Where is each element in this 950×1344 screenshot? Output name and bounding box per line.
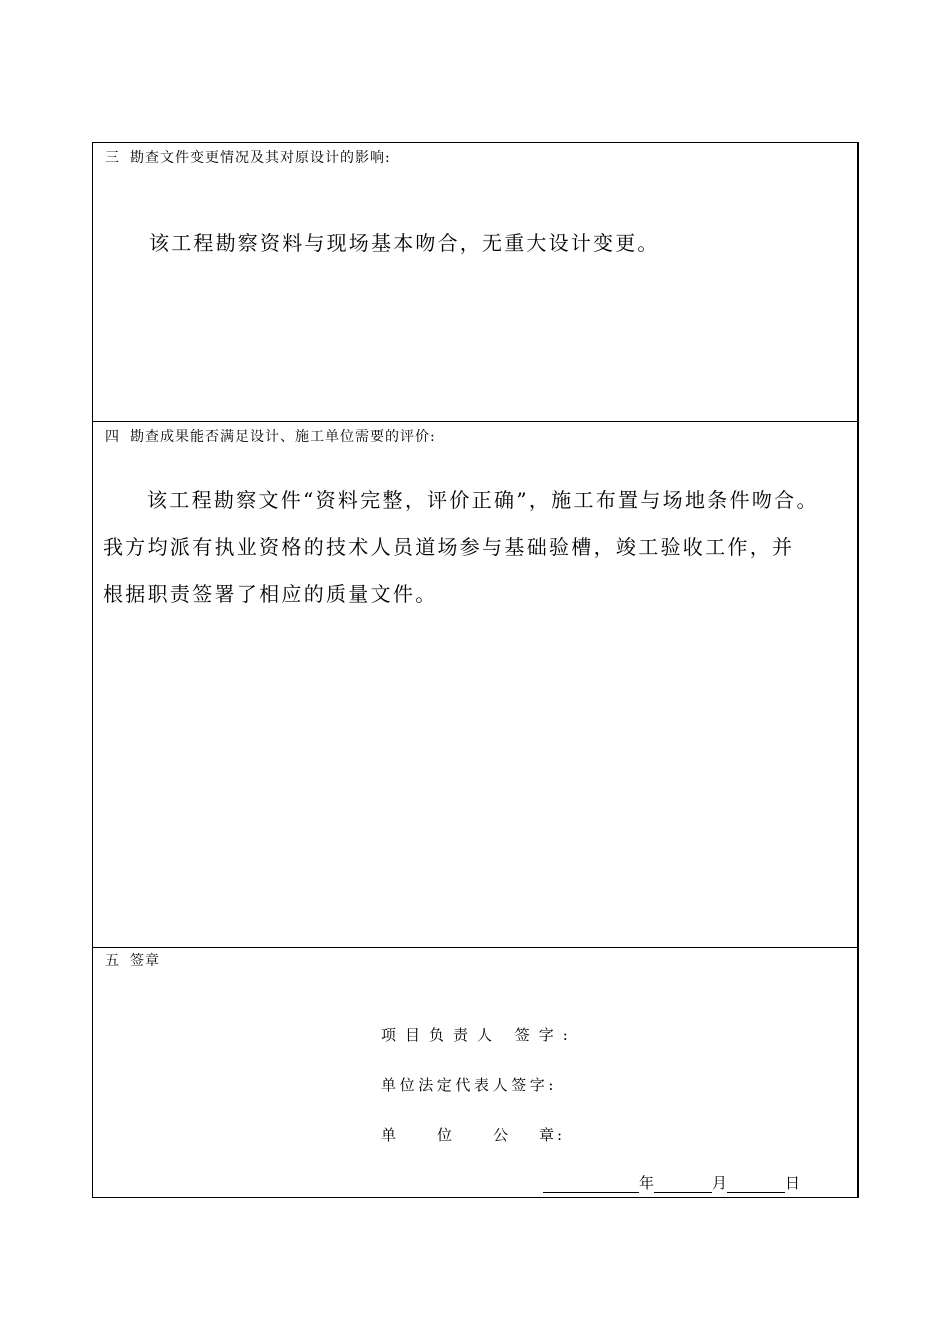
- seal-char-3: 公: [493, 1126, 512, 1144]
- section-four-body: [103, 477, 851, 618]
- section-four-title: 勘查成果能否满足设计、施工单位需要的评价:: [130, 429, 436, 445]
- month-label: 月: [712, 1174, 728, 1192]
- section-four-line-1: 该工程勘察文件“资料完整，评价正确”，施工布置与场地条件吻合。: [147, 488, 819, 512]
- legal-representative-signature-label: 单位法定代表人签字:: [381, 1076, 558, 1094]
- unit-seal-label: [381, 1124, 565, 1145]
- year-blank[interactable]: [543, 1176, 639, 1193]
- day-label: 日: [785, 1174, 801, 1192]
- section-four-line-2: 我方均派有执业资格的技术人员道场参与基础验槽，竣工验收工作，并: [103, 535, 795, 559]
- seal-char-4: 章:: [539, 1126, 566, 1144]
- year-label: 年: [639, 1174, 655, 1192]
- section-four-line-3: 根据职责签署了相应的质量文件。: [103, 582, 438, 606]
- month-blank[interactable]: [654, 1176, 712, 1193]
- seal-char-2: 位: [437, 1126, 456, 1144]
- section-three-body: 该工程勘察资料与现场基本吻合，无重大设计变更。: [149, 231, 660, 255]
- section-three: [93, 143, 857, 422]
- section-four-heading: [105, 426, 436, 446]
- project-leader-signature-label: 项目负责人 签字:: [381, 1026, 577, 1044]
- section-five-title: 签章: [130, 953, 160, 969]
- day-blank[interactable]: [727, 1176, 785, 1193]
- section-three-heading: [105, 147, 391, 167]
- section-three-number: 三: [105, 150, 120, 166]
- section-three-title: 勘查文件变更情况及其对原设计的影响:: [130, 150, 391, 166]
- section-five: [93, 948, 857, 1198]
- form-right-border: [858, 142, 859, 1198]
- section-four-number: 四: [105, 429, 120, 445]
- section-four: [93, 422, 857, 948]
- evaluation-form: [92, 142, 858, 1198]
- date-line: [543, 1172, 800, 1193]
- section-five-number: 五: [105, 953, 120, 969]
- seal-char-1: 单: [381, 1126, 400, 1144]
- section-five-heading: [105, 950, 160, 970]
